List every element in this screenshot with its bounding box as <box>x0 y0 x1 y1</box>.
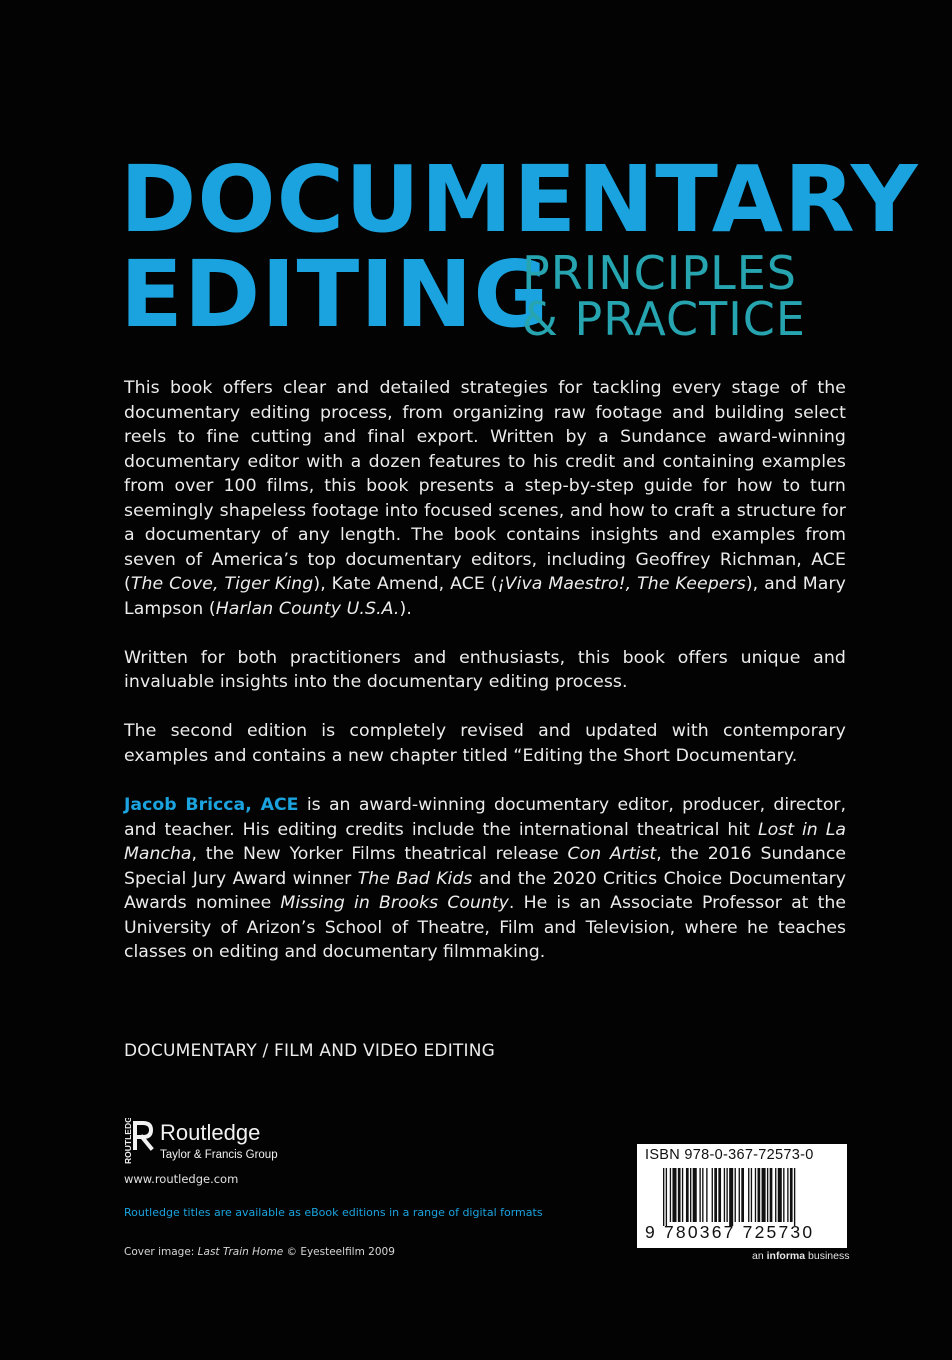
barcode-bar <box>778 1168 782 1222</box>
barcode-bar <box>751 1168 752 1222</box>
barcode-bar <box>718 1168 721 1222</box>
subtitle-line-practice: & PRACTICE <box>522 292 806 346</box>
barcode-digits: 9 780367 725730 <box>645 1222 815 1242</box>
barcode-bar <box>741 1168 744 1222</box>
barcode-bar <box>690 1168 691 1222</box>
barcode-bar <box>678 1168 681 1222</box>
barcode-bar <box>794 1168 795 1226</box>
title-line-documentary: DOCUMENTARY <box>120 146 919 253</box>
barcode-bar <box>706 1168 707 1222</box>
book-description <box>124 376 846 793</box>
barcode-bar <box>670 1168 671 1222</box>
barcode-bar <box>783 1168 784 1222</box>
barcode-bar <box>729 1168 733 1226</box>
routledge-logo-icon <box>122 1118 158 1168</box>
barcode-bar <box>702 1168 703 1222</box>
barcode-bar <box>666 1168 667 1226</box>
publisher-url: www.routledge.com <box>124 1172 239 1186</box>
barcode-bar <box>686 1168 689 1222</box>
barcode-bar <box>735 1168 736 1222</box>
author-bio: Jacob Bricca, ACE is an award-winning documentary editor, producer, director, and teacher. His editing credits include the international theatrical hit Lost in La Mancha, the New Yorker Films theatrical release Con Artist, the 2016 Sundance Special Jury Award winner The Bad Kids and the 2020 Critics Choice Documentary Awards nominee Missing in Brooks County. He is an Associate Professor at the University of Arizon’s School of Theatre, Film and Television, where he teaches classes on editing and documentary filmmaking. <box>124 795 847 962</box>
barcode-bar <box>787 1168 788 1222</box>
routledge-logo <box>122 1118 302 1168</box>
publisher-group: Taylor & Francis Group <box>160 1149 278 1161</box>
isbn-barcode <box>637 1144 847 1248</box>
isbn-label: ISBN 978-0-367-72573-0 <box>645 1147 814 1163</box>
barcode-bar <box>682 1168 683 1222</box>
subtitle-line-principles: PRINCIPLES <box>522 246 797 300</box>
barcode-bar <box>724 1168 725 1222</box>
barcode-bar <box>775 1168 776 1222</box>
barcode-bar <box>755 1168 756 1222</box>
barcode-bar <box>714 1168 717 1222</box>
barcode-bar <box>748 1168 749 1222</box>
barcode-bar <box>770 1168 773 1222</box>
title-line-editing: EDITING <box>120 241 550 348</box>
barcode-bar <box>762 1168 766 1222</box>
barcode-bar <box>726 1168 727 1222</box>
barcode-bar <box>758 1168 761 1222</box>
barcode-bar <box>790 1168 793 1222</box>
description-paragraph-2: Written for both practitioners and enthusiasts, this book offers unique and invaluable insights into the documentary editing process. <box>124 647 846 692</box>
barcode-bar <box>739 1168 740 1222</box>
cover-image-credit: Cover image: Last Train Home © Eyesteelfilm 2009 <box>124 1246 395 1258</box>
subtitle <box>522 246 806 346</box>
description-paragraph-1: This book offers clear and detailed strategies for tackling every stage of the documentary editing process, from organizing raw footage and building select reels to fine cutting and final export. Written by a Sundance award-winning documentary editor with a dozen features to his credit and containing examples from over 100 films, this book presents a step-by-step guide for how to turn seemingly shapeless footage into focused scenes, and how to craft a structure for a documentary of any length. The book contains insights and examples from seven of America’s top documentary editors, including Geoffrey Richman, ACE (The Cove, Tiger King), Kate Amend, ACE (¡Viva Maestro!, The Keepers), and Mary Lampson (Harlan County U.S.A.). <box>124 378 847 619</box>
subject-category: DOCUMENTARY / FILM AND VIDEO EDITING <box>124 1041 496 1061</box>
barcode-bar <box>712 1168 713 1222</box>
routledge-vertical-wordmark: ROUTLEDGE <box>123 1118 133 1164</box>
barcode-bar <box>767 1168 768 1222</box>
ebook-note: Routledge titles are available as eBook editions in a range of digital formats <box>124 1206 543 1219</box>
barcode-bar <box>693 1168 697 1222</box>
author-name: Jacob Bricca, ACE <box>124 795 299 815</box>
publisher-name: Routledge <box>160 1120 261 1145</box>
barcode-bar <box>663 1168 664 1226</box>
barcode-bar <box>699 1168 700 1222</box>
description-paragraph-3: The second edition is completely revised and updated with contemporary examples and contains a new chapter titled “Editing the Short Documentary. <box>124 721 846 766</box>
informa-tagline: an informa business <box>752 1250 850 1262</box>
barcode-bar <box>672 1168 676 1222</box>
